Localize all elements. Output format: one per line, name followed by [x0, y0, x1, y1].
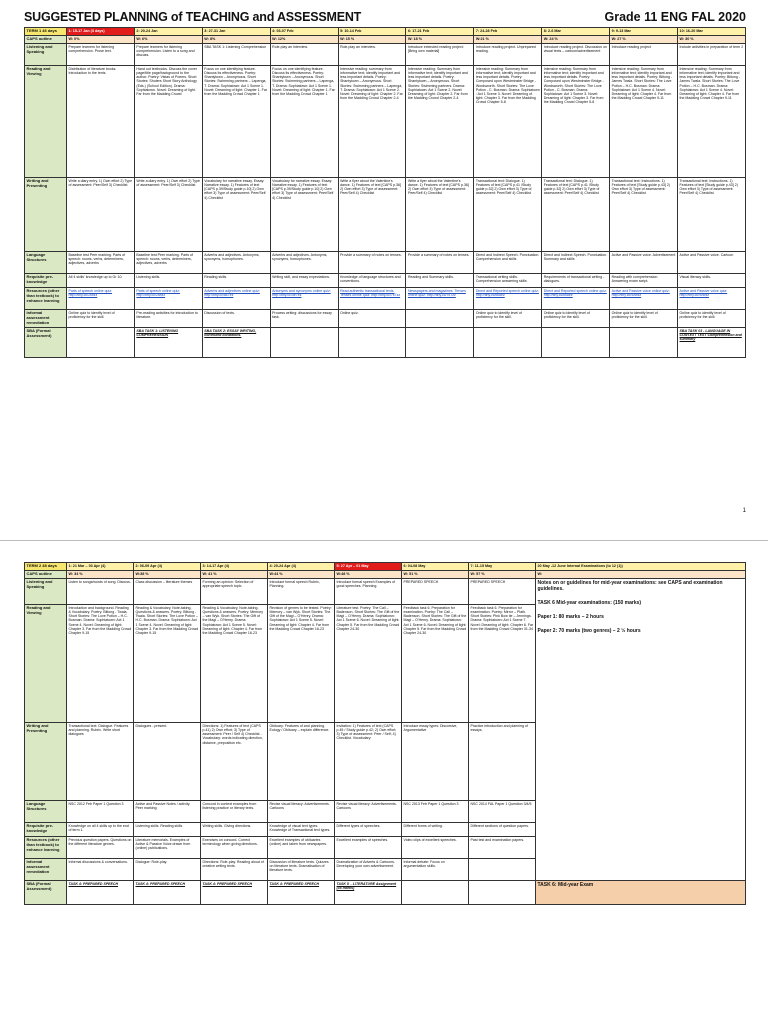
plan-cell: Introduce extended reading project: [Bring own material]: [406, 44, 474, 66]
row-label: SBA (Formal Assessment): [25, 328, 67, 358]
week-progress: W:48 %: [335, 571, 402, 579]
plan-cell: Revise visual literacy: Advertisements. Cartoons: [268, 801, 335, 823]
plan-cell: [469, 881, 536, 905]
plan-cell: Literature test. Poetry: The Call – Badenson. Short Stories: The Gift of the Magi – O'Henry. Drama: Sophiatown: Act 1 Scene 6. Novel: Dreaming of light: Chapter 5. Far from the Madding Crowd Chapter 24-30: [335, 605, 402, 723]
note-paper2: Paper 2: 70 marks (two genres) – 2 ½ hours: [537, 628, 641, 634]
week-header: 10: 16-20 Mar: [678, 28, 746, 36]
plan-cell: SBA TASK 03 - LANGUAGE IN CONTEXT TEST Comprehension and summary: [678, 328, 746, 358]
week-header: 1: 21 Mar – 03 Apr (4): [67, 563, 134, 571]
week-progress: W:: [536, 571, 746, 579]
plan-cell: Prepare learners for listening comprehension. Listen to a song and discuss.: [134, 44, 202, 66]
plan-cell: Parts of speech online quiz: http://tiny.cc/2twzz: [134, 288, 202, 310]
term2-planning-table: [24, 562, 746, 905]
plan-cell: [610, 328, 678, 358]
plan-cell: Direct and Reported speech online quiz: http://tiny.cc/kk8ez: [542, 288, 610, 310]
plan-cell: Different sections of question papers.: [469, 823, 536, 837]
document-title: SUGGESTED PLANNING of TEACHING and ASSESSMENT: [24, 10, 362, 24]
plan-cell: Concord in context examples from listening practice or literary texts.: [201, 801, 268, 823]
plan-cell: TASK 4: PREPARED SPEECH: [201, 881, 268, 905]
week-header: 7: 24-28 Feb: [474, 28, 542, 36]
row-label: Writing and Presenting: [25, 178, 67, 252]
plan-cell: Focus on one identifying feature. Discuss its effectiveness. Poetry: Shantytown – Anonymous. Short Stories: Swimming partners – Lapenga, T. Drama: Sophiatown: Act 1 Scene 1. Novel: Dreaming of light: Chapter 1. Far from the Madding Crowd Chapter 1: [202, 66, 270, 178]
plan-cell: [474, 328, 542, 358]
term1-weeks-row: [25, 28, 746, 36]
row-label: Informal assessment remediation: [25, 310, 67, 328]
term1-planning-table: [24, 27, 746, 358]
week-header: 6: 17-21 Feb: [406, 28, 474, 36]
plan-cell: Literature memorials. Examples of Active & Passive Voice drawn from (online) publications.: [134, 837, 201, 859]
plan-cell: Provide a summary of notes on tenses.: [406, 252, 474, 274]
plan-cell: Online quiz to identify level of proficiency for the skill.: [678, 310, 746, 328]
plan-cell: Informal discussions & conversations.: [67, 859, 134, 881]
note-task: TASK 6 Mid-year examinations: (150 marks): [537, 600, 642, 606]
plan-cell: Video clips of excellent speeches.: [402, 837, 469, 859]
term1-row-language-structures: [25, 252, 746, 274]
plan-cell: Hand out textbooks. Discuss the cover page/title page/background to the author. Poetry: Vistas of Poems. Short Stories: Shuters Short Story Anthology (Eds.) (School Edition). Drama: Sophiatown. Novel: Dreaming of light. Far from the Madding Crowd: [134, 66, 202, 178]
plan-cell: [542, 328, 610, 358]
plan-cell: Read authentic transactional texts. Tenses online quiz: http://tiny.cc/7k7zz: [338, 288, 406, 310]
plan-cell: Excellent examples of speeches.: [335, 837, 402, 859]
plan-cell: Online quiz to identify level of proficiency for the skill.: [67, 310, 135, 328]
week-progress: W:38 %: [134, 571, 201, 579]
plan-cell: Introduce formal speech Rubric, Planning.: [268, 579, 335, 605]
plan-cell: Online quiz to identify level of proficiency for the skill.: [610, 310, 678, 328]
plan-cell: Active and Passive voice. Cartoon: [678, 252, 746, 274]
plan-cell: Visual literacy skills.: [678, 274, 746, 288]
plan-cell: Online quiz.: [338, 310, 406, 328]
plan-cell: Dialogue: Role-play.: [134, 859, 201, 881]
plan-cell: [270, 328, 338, 358]
plan-cell: Role-play an interview.: [270, 44, 338, 66]
plan-cell: Direct and Reported speech online quiz: http://tiny.cc/kk8ez: [474, 288, 542, 310]
term2-row-listening-speaking: [25, 579, 746, 605]
week-progress: W: 8%: [202, 36, 270, 44]
plan-cell: Include activities in preparation of term 2: [678, 44, 746, 66]
row-label: Reading and Viewing: [25, 605, 67, 723]
plan-cell: Adverbs and adjectives. Antonyms, synonyms, homophones.: [270, 252, 338, 274]
week-header: 8: 2-6 Mar: [542, 28, 610, 36]
plan-cell: Transactional text: Instructions. 1) Features of text [Study guide p.43] 2) Own effort 3) Type of assessment: Peer/Self 4) Checklist: [678, 178, 746, 252]
week-progress: W: 0%: [67, 36, 135, 44]
plan-cell: Knowledge of visual text types. Knowledge of Transactional text types.: [268, 823, 335, 837]
week-header: 5: 27 Apr – 01 May: [335, 563, 402, 571]
week-progress: W: 27 %: [610, 36, 678, 44]
plan-cell: Introduction and background. Reading & Vocabulary. Poetry: Biltong - Twala. Short Stories: The Love Potion – H.C. Bosman. Drama: Sophiatown: Act 1 Scene 4. Novel: Dreaming of light: Chapter 3. Far from the Madding Crowd Chapter 9-15: [67, 605, 134, 723]
term1-row-informal-assessment: [25, 310, 746, 328]
plan-cell: Previous question papers. Questions on the different literature genres.: [67, 837, 134, 859]
plan-cell: Feedback task 6. Preparation for examination. Poetry: Mirror – Plath. Short Stories: Pink Bow tie – Jennings. Drama: Sophiatown: Act 1 Scene 7. Novel: Dreaming of light: Chapter 6. Far from the Madding Crowd Chapter 31-34: [469, 605, 536, 723]
plan-cell: Forming an opinion: Selection of appropriate speech topic.: [201, 579, 268, 605]
week-progress: W: 12%: [270, 36, 338, 44]
term1-progress-row: [25, 36, 746, 44]
week-progress: W:21 %: [474, 36, 542, 44]
note-heading: Notes on or guidelines for mid-year examinations: see CAPS and examination guidelines.: [537, 580, 723, 592]
plan-cell: Class discussion – literature themes: [134, 579, 201, 605]
caps-outline-label: CAPS outline: [25, 571, 67, 579]
week-header: 4: 20-24 Apr (4): [268, 563, 335, 571]
plan-cell: Antonyms and synonyms online quiz: http://tiny.cc/4e7ez: [270, 288, 338, 310]
note-paper1: Paper 1: 80 marks – 2 hours: [537, 614, 604, 620]
week-header: 3: 14-17 Apr (4): [201, 563, 268, 571]
plan-cell: Writing skill, and essay expectations.: [270, 274, 338, 288]
plan-cell: Write a diary entry. 1) Own effort 2) Type of assessment: Peer/Self 3) Checklist: [67, 178, 135, 252]
term2-weeks-row: [25, 563, 746, 571]
plan-cell: Adverbs and adjectives. Antonyms, synonyms, homophones.: [202, 252, 270, 274]
row-label: Requisite pre-knowledge: [25, 823, 67, 837]
week-progress: W: 41 %: [201, 571, 268, 579]
plan-cell: Transactional text: Dialogue. 1) Features of text [CAPS p.41 /Study guide p.32] 2) Own effort 3) Type of assessment: Peer/Self 4) Checklist: [474, 178, 542, 252]
exam-notes: [536, 579, 746, 881]
plan-cell: Adverbs and adjectives online quiz: http://tiny.cc/ac7ez: [202, 288, 270, 310]
plan-cell: Write a flyer about the Valentine's dance. 1) Features of text [CAPS p.36] 2) Own effort 3) Type of assessment: Peer/Self 4) Checklist: [406, 178, 474, 252]
row-label: SBA (Formal Assessment): [25, 881, 67, 905]
plan-cell: Different types of speeches.: [335, 823, 402, 837]
plan-cell: Intensive reading: summary from informative text; identify important and less important details. Poetry: Shantytown – Anonymous. Short Stories: Swimming partners – Lapenga, T. Drama: Sophiatown: Act 1 Scene 2. Novel: Dreaming of light: Chapter 2. Far from the Madding Crowd Chapter 2-4: [338, 66, 406, 178]
row-label: Language Structures: [25, 252, 67, 274]
plan-cell: TASK 5 – LITERATURE Assignment (35 marks): [335, 881, 402, 905]
plan-cell: NSC 2013 Feb Paper 1 Question 3: [402, 801, 469, 823]
plan-cell: Vocabulary for narrative essay. Essay: Narrative essay. 1) Features of text [CAPS p.39/Study guide p.10] 2) Own effort 3) Type of assessment: Peer/Self 4) Checklist: [270, 178, 338, 252]
plan-cell: Online quiz to identify level of proficiency for the skill.: [542, 310, 610, 328]
plan-cell: Intensive reading: Summary from informative text; identify important and less important details. Poetry: Biltong - James Twala. Short Stories: The Love Potion – H.C. Bosman. Drama: Sophiatown: Act 1 Scene 4. Novel: Dreaming of light: Chapter 4. Far from the Madding Crowd Chapter 9-11: [678, 66, 746, 178]
plan-cell: Discussion of literature texts. Quizzes on literature texts. Dramatisation of literature texts.: [268, 859, 335, 881]
plan-cell: Baseline test Peer marking. Parts of speech: nouns, verbs, determiners, adjectives, adverbs: [67, 252, 135, 274]
plan-cell: Baseline test Peer marking. Parts of speech: nouns, verbs, determiners, adjectives, adverbs: [134, 252, 202, 274]
plan-cell: Directions: 1) Features of text (CAPS p.41) 2) Own effort; 3) Type of assessment: Peer / Self 4) Checklist - Vocabulary: words indicating direction, distance, preposition etc.: [201, 723, 268, 801]
week-header: 5: 10-14 Feb: [338, 28, 406, 36]
plan-cell: Listening skills.: [134, 274, 202, 288]
week-header: 1: 15-17 Jan (3 days): [67, 28, 135, 36]
plan-cell: Obituary: Features of and planning. Eulogy / Obituary – explain difference.: [268, 723, 335, 801]
plan-cell: Past test and examination papers.: [469, 837, 536, 859]
plan-cell: Active and Passive Notes / activity. Peer marking: [134, 801, 201, 823]
row-label: Writing and Presenting: [25, 723, 67, 801]
week-header: 7: 11-15 May: [469, 563, 536, 571]
plan-cell: Intensive reading: Summary from informative text; identify important and less important details. Poetry: Composed upon Westminster Bridge - Wordsworth. Short Stories: The Love Potion - C. Bosman. Drama: Sophiatown: Act 1 Scene 3. Novel: Dreaming of light: Chapter 3. Far from the Madding Crowd Chapter 5-8: [542, 66, 610, 178]
row-label: Reading and Viewing: [25, 66, 67, 178]
plan-cell: Distribution of literature books. Introduction to the texts.: [67, 66, 135, 178]
plan-cell: Reading & Vocabulary, Note-taking, Questions & answers. Poetry: Biltong - Twala. Short Stories: The Love Potion – H.C. Bosman. Drama: Sophiatown: Act 1 Scene 4. Novel: Dreaming of light: Chapter 3. Far from the Madding Crowd Chapter 9-15: [134, 605, 201, 723]
week-progress: W:44 %: [268, 571, 335, 579]
page-2: [0, 540, 768, 1025]
exam-period-header: 20 May -12 June Internal Examinations (to 12 (1)): [536, 563, 746, 571]
plan-cell: Writing skills. Giving directions.: [201, 823, 268, 837]
plan-cell: Write a diary entry. 1) Own effort 2) Type of assessment: Peer/Self 3) Checklist: [134, 178, 202, 252]
plan-cell: PREPARED SPEECH: [402, 579, 469, 605]
plan-cell: SBA TASK 1: LISTENING COMPREHENSION: [134, 328, 202, 358]
term1-row-requisite-pre-knowledge: [25, 274, 746, 288]
week-header: 2: 06-09 Apr (4): [134, 563, 201, 571]
plan-cell: SBA TASK 1: Listening Comprehension: [202, 44, 270, 66]
plan-cell: PREPARED SPEECH: [469, 579, 536, 605]
plan-cell: Informal debate: Focus on argumentation skills.: [402, 859, 469, 881]
plan-cell: [67, 328, 135, 358]
plan-cell: Introduce formal speech Examples of good speeches. Planning.: [335, 579, 402, 605]
plan-cell: Transactional text: Instructions. 1) Features of text [Study guide p.43] 2) Own effort 3) Type of assessment: Peer/Self 4) Checklist: [610, 178, 678, 252]
caps-outline-label: CAPS outline: [25, 36, 67, 44]
plan-cell: Newspapers and magazines. Tenses online quiz: http://tiny.cc/7k7zz: [406, 288, 474, 310]
term1-row-reading-viewing: [25, 66, 746, 178]
plan-cell: Active and Passive voice. Advertisement: [610, 252, 678, 274]
week-header: 9: 9-13 Mar: [610, 28, 678, 36]
plan-cell: Introduce reading project. Discussion on visual texts – cartoon/advertisement: [542, 44, 610, 66]
week-progress: W: 18 %: [406, 36, 474, 44]
plan-cell: [469, 859, 536, 881]
plan-cell: [338, 328, 406, 358]
plan-cell: Revise visual literacy: Advertisements. Cartoons: [335, 801, 402, 823]
midyear-exam-task: [536, 881, 746, 905]
plan-cell: Intensive reading: Summary from informative text; identify important and less important details. Poetry: Shantytown – Anonymous. Short Stories: Swimming partners. Drama: Sophiatown: Act 1 Scene 2. Novel: Dreaming of light: Chapter 2. Far from the Madding Crowd Chapter 2-4: [406, 66, 474, 178]
plan-cell: Online quiz to identify level of proficiency for the skill.: [474, 310, 542, 328]
plan-cell: [406, 328, 474, 358]
term2-row-sba-formal-assessment: [25, 881, 746, 905]
plan-cell: [406, 310, 474, 328]
midyear-exam-label: TASK 6: Mid-year Exam: [537, 882, 594, 888]
term-label: TERM 2 48 days: [25, 563, 67, 571]
plan-cell: Process writing: discussions for essay task.: [270, 310, 338, 328]
plan-cell: Prepare learners for listening comprehension. Prose text.: [67, 44, 135, 66]
term-label: TERM 1 46 days: [25, 28, 67, 36]
plan-cell: Revision of genres to be tested. Poetry: Memory – van Wyk. Short Stories: The Gift of the Magi – O'Henry. Drama: Sophiatown: Act 1 Scene 5. Novel: Dreaming of light: Chapter 4. Far from the Madding Crowd Chapter 16-23: [268, 605, 335, 723]
plan-cell: Focus on one identifying feature. Discuss its effectiveness. Poetry: Shantytown – Anonymous. Short Stories: Swimming partners – Lapenga, T. Drama: Sophiatown: Act 1 Scene 1. Novel: Dreaming of light: Chapter 1. Far from the Madding Crowd Chapter 1: [270, 66, 338, 178]
plan-cell: TASK 4: PREPARED SPEECH: [134, 881, 201, 905]
week-progress: W: 24 %: [542, 36, 610, 44]
plan-cell: Invitation: 1) Features of text (CAPS p.45 / Study guide p.42; 2) Own effort; 3) Type of assessment: Peer / Self; 4) Checklist. Vocabulary:: [335, 723, 402, 801]
row-label: Listening and Speaking: [25, 579, 67, 605]
plan-cell: Dialogues - present.: [134, 723, 201, 801]
plan-cell: Reading with comprehension. Answering exam script.: [610, 274, 678, 288]
plan-cell: Exercises on concord. Correct terminology when giving directions.: [201, 837, 268, 859]
plan-cell: Knowledge of language structures and conventions.: [338, 274, 406, 288]
plan-cell: Listen to songs/words of song. Discuss.: [67, 579, 134, 605]
plan-cell: All 4 skills' knowledge up to Gr 10.: [67, 274, 135, 288]
plan-cell: Listening skills. Reading skills: [134, 823, 201, 837]
plan-cell: Practice introduction and planning of essays.: [469, 723, 536, 801]
plan-cell: Provide a summary of notes on tenses.: [338, 252, 406, 274]
plan-cell: Reading and Summary skills.: [406, 274, 474, 288]
week-progress: W: 15 %: [338, 36, 406, 44]
plan-cell: NSC 2012 Feb Paper 1 Question 3: [67, 801, 134, 823]
plan-cell: Transactional text: Dialogue. Features and planning. Rubric. Write short dialogues: [67, 723, 134, 801]
plan-cell: [402, 881, 469, 905]
row-label: Requisite pre-knowledge: [25, 274, 67, 288]
week-header: 3: 27-31 Jan: [202, 28, 270, 36]
plan-cell: Direct and Indirect Speech. Punctuation. Summary and skills: [542, 252, 610, 274]
document-grade: Grade 11 ENG FAL 2020: [604, 10, 746, 24]
plan-cell: NSC 2014 FAL Paper 1 Question 3/4/5: [469, 801, 536, 823]
plan-cell: Requirements of transactional writing - dialogues.: [542, 274, 610, 288]
plan-cell: TASK 4: PREPARED SPEECH: [268, 881, 335, 905]
plan-cell: Feedback task 6. Preparation for examination. Poetry: The Call – Badenson. Short Stories: The Gift of the Magi – O'Henry. Drama: Sophiatown: Act 1 Scene 6. Novel: Dreaming of light: Chapter 5. Far from the Madding Crowd Chapter 24-30: [402, 605, 469, 723]
week-progress: W: 51 %: [402, 571, 469, 579]
plan-cell: Direct and Indirect Speech. Punctuation. Comprehension and skills: [474, 252, 542, 274]
plan-cell: Reading & Vocabulary, Note-taking, Questions & answers. Poetry: Memory – van Wyk. Short Stories: The Gift of the Magi – O'Henry. Drama: Sophiatown: Act 1 Scene 5. Novel: Dreaming of light: Chapter 4. Far from the Madding Crowd Chapter 16-23: [201, 605, 268, 723]
week-progress: W: 6%: [134, 36, 202, 44]
plan-cell: Knowledge on all 4 skills up to the end of term 1.: [67, 823, 134, 837]
row-label: Listening and Speaking: [25, 44, 67, 66]
term2-progress-row: [25, 571, 746, 579]
week-progress: W: 34 %: [67, 571, 134, 579]
plan-cell: Active and Passive voice quiz: http://tiny.cc/9zwzz: [678, 288, 746, 310]
week-progress: W: 30 %: [678, 36, 746, 44]
plan-cell: Discussion of texts.: [202, 310, 270, 328]
week-progress: W: 57 %: [469, 571, 536, 579]
term1-row-sba-formal-assessment: [25, 328, 746, 358]
plan-cell: Excellent examples of obituaries (online) and taken from newspapers.: [268, 837, 335, 859]
term1-row-listening-speaking: [25, 44, 746, 66]
term1-row-writing-presenting: [25, 178, 746, 252]
term1-row-resources: [25, 288, 746, 310]
plan-cell: Introduce essay types: Discursive, Argumentative: [402, 723, 469, 801]
row-label: Resources (other than textbook) to enhance learning: [25, 837, 67, 859]
plan-cell: TASK 4: PREPARED SPEECH: [67, 881, 134, 905]
plan-cell: Introduce reading project: [610, 44, 678, 66]
plan-cell: Transactional text: Dialogue. 1) Features of text [CAPS p.41 /Study guide p.32] 2) Own effort 3) Type of assessment: Peer/Self 4) Checklist: [542, 178, 610, 252]
plan-cell: SBA TASK 2: ESSAY WRITING, controlled conditions.: [202, 328, 270, 358]
row-label: Informal assessment remediation: [25, 859, 67, 881]
plan-cell: Transactional writing skills. Comprehension answering skills: [474, 274, 542, 288]
plan-cell: Parts of speech online quiz: http://tiny.cc/2twzz: [67, 288, 135, 310]
row-label: Language Structures: [25, 801, 67, 823]
row-label: Resources (other than textbook) to enhance learning: [25, 288, 67, 310]
plan-cell: Write a flyer about the Valentine's dance. 1) Features of text [CAPS p.36] 2) Own effort 3) Type of assessment: Peer/Self 4) Checklist: [338, 178, 406, 252]
week-header: 2: 20-24 Jan: [134, 28, 202, 36]
plan-cell: Dramatization of Adverts & Cartoons. Developing your own advertisement.: [335, 859, 402, 881]
plan-cell: Active and Passive voice online quiz: http://tiny.cc/9zwzz: [610, 288, 678, 310]
plan-cell: Directions: Role-play. Reading aloud of creative writing texts.: [201, 859, 268, 881]
plan-cell: Introduce reading project. Unprepared reading.: [474, 44, 542, 66]
plan-cell: Reading skills.: [202, 274, 270, 288]
plan-cell: Intensive reading: Summary from informative text; identify important and less important details. Poetry: Biltong - James Twala. Short Stories: The Love Potion – H.C. Bosman. Drama: Sophiatown: Act 1 Scene 4. Novel: Dreaming of light: Chapter 4. Far from the Madding Crowd Chapter 9-11: [610, 66, 678, 178]
plan-cell: Pre-reading activities for introduction to literature.: [134, 310, 202, 328]
plan-cell: Intensive reading: Summary from informative text; identify important and less important details. Poetry: Composed upon Westminster Bridge - Wordsworth. Short Stories: The Love Potion - C. Bosman. Drama: Sophiatown : Act 1 Scene 3. Novel: Dreaming of light: Chapter 3. Far from the Madding Crowd Chapter 5-8: [474, 66, 542, 178]
week-header: 4: 03-07 Feb: [270, 28, 338, 36]
plan-cell: Different forms of writing.: [402, 823, 469, 837]
plan-cell: Role-play an interview.: [338, 44, 406, 66]
plan-cell: Vocabulary for narrative essay. Essay: Narrative essay. 1) Features of text [CAPS p.39/Study guide p.10] 2) Own effort 3) Type of assessment: Peer/Self 4) Checklist: [202, 178, 270, 252]
week-header: 6: 04-08 May: [402, 563, 469, 571]
page-number: 1: [742, 508, 746, 514]
